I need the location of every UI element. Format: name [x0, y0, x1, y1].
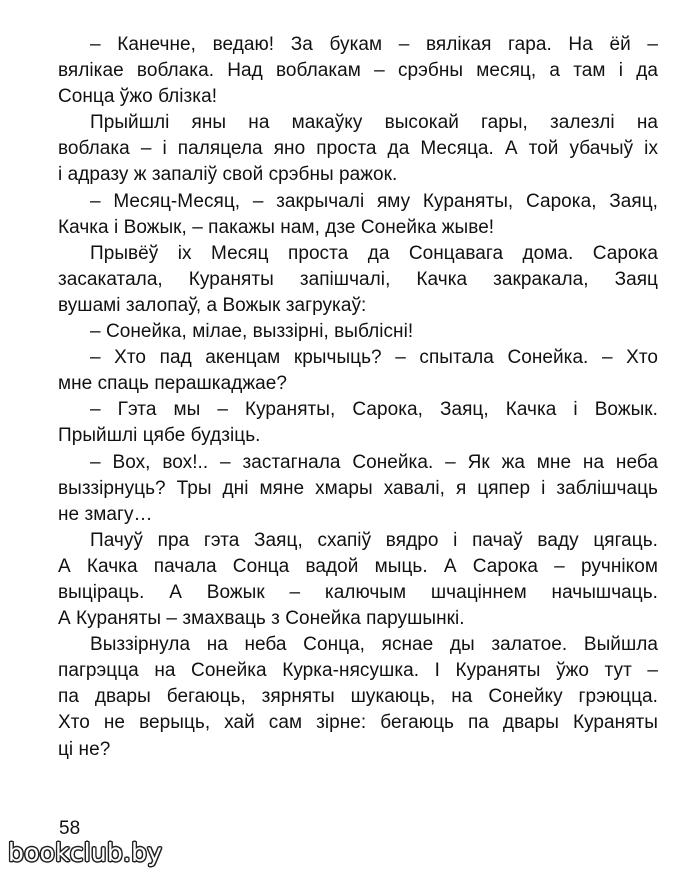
text-line: Прыйшлі яны на макаўку высокай гары, залезлі на	[90, 112, 658, 134]
text-line: – Гэта мы – Кураняты, Сарока, Заяц, Качка і Вожык.	[90, 399, 658, 421]
text-line: па двары бегаюць, зярняты шукаюць, на Сонейку грэюцца.	[58, 686, 658, 708]
text-line: Прывёў іх Месяц проста да Сонцавага дома. Сарока	[90, 242, 658, 264]
text-line: вушамі залопаў, а Вожык загрукаў:	[58, 294, 367, 316]
text-line: выціраць. А Вожык – калючым шчаціннем начышчаць.	[58, 581, 658, 603]
text-line: выззірнуць? Тры дні мяне хмары хавалі, я цяпер і заблішчаць	[58, 477, 658, 499]
text-line: Прыйшлі цябе будзіць.	[58, 425, 261, 447]
text-line: пагрэцца на Сонейка Курка-нясушка. І Кураняты ўжо тут –	[58, 660, 658, 682]
text-line: – Канечне, ведаю! За букам – вялікая гара. На ёй –	[90, 34, 658, 55]
text-line: – Сонейка, мілае, выззірні, выблісні!	[90, 321, 414, 343]
text-line: не змагу…	[58, 503, 153, 525]
text-line: А Кураняты – змахваць з Сонейка парушынкі.	[58, 608, 465, 630]
text-line: Хто не верыць, хай сам зірне: бегаюць па двары Кураняты	[58, 712, 658, 734]
page-number: 58	[59, 818, 81, 839]
text-line: Выззірнула на неба Сонца, яснае ды залатое. Выйшла	[90, 634, 658, 656]
text-line: Сонца ўжо блізка!	[58, 86, 218, 108]
text-line: і адразу ж запаліў свой срэбны ражок.	[58, 164, 398, 186]
text-line: мне спаць перашкаджае?	[58, 373, 287, 395]
text-line: А Качка пачала Сонца вадой мыць. А Сарока – ручніком	[58, 555, 658, 577]
text-line: воблака – і паляцела яно проста да Месяца. А той убачыў іх	[58, 138, 658, 160]
text-line: Пачуў пра гэта Заяц, схапіў вядро і пачаў ваду цягаць.	[90, 529, 658, 551]
text-line: вялікае воблака. Над воблакам – срэбны месяц, а там і да	[58, 60, 658, 82]
text-line: – Месяц-Месяц, – закрычалі яму Кураняты, Сарока, Заяц,	[90, 190, 658, 212]
text-line: Качка і Вожык, – пакажы нам, дзе Сонейка жыве!	[58, 216, 495, 238]
story-text	[58, 32, 658, 763]
text-line: – Вох, вох!.. – застагнала Сонейка. – Як жа мне на неба	[90, 451, 658, 473]
text-line: засакатала, Кураняты запішчалі, Качка закракала, Заяц	[58, 268, 658, 290]
watermark-logo: bookclub.by	[8, 838, 163, 867]
text-line: – Хто пад акенцам крычыць? – спытала Сонейка. – Хто	[90, 347, 658, 369]
text-line: ці не?	[58, 738, 111, 760]
